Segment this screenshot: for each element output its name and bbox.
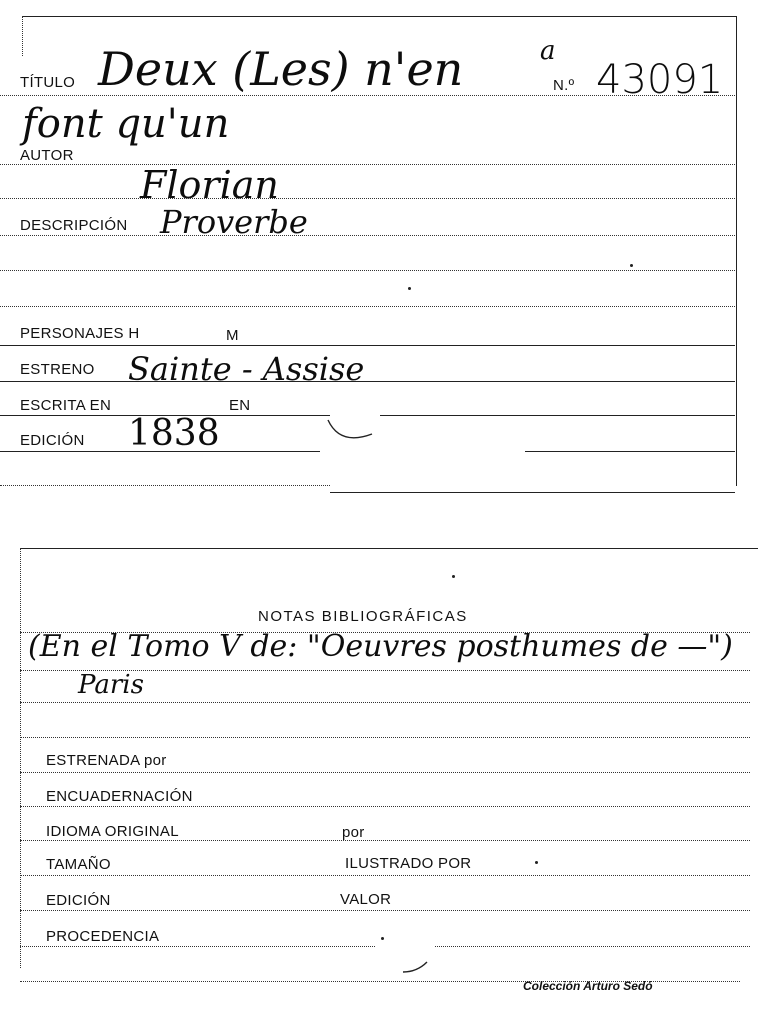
card-bottom-edge-right: [330, 492, 735, 493]
rule-procedencia-left: [20, 946, 375, 947]
label-idioma-por: por: [342, 824, 365, 841]
handwritten-autor: Florian: [140, 163, 279, 207]
rule-encuadernacion: [20, 806, 750, 807]
collection-footer: Colección Arturo Sedó: [523, 979, 653, 993]
label-autor: AUTOR: [20, 147, 74, 164]
label-procedencia: PROCEDENCIA: [46, 928, 160, 945]
rule-edicion-left: [0, 451, 320, 452]
handwritten-superscript: a: [540, 36, 556, 66]
handwritten-numero: 43091: [596, 57, 724, 103]
rule-notas-4: [20, 737, 750, 738]
handwritten-nota-line2: Paris: [78, 670, 144, 700]
label-edicion-2: EDICIÓN: [46, 892, 111, 909]
label-estrenada-por: ESTRENADA por: [46, 752, 167, 769]
rule-estrenada: [20, 772, 750, 773]
handwritten-estreno: Sainte - Assise: [128, 350, 365, 388]
rule-titulo: [0, 95, 735, 96]
notas-heading: NOTAS BIBLIOGRÁFICAS: [258, 608, 468, 625]
speck: [408, 287, 411, 290]
label-estreno: ESTRENO: [20, 361, 95, 378]
rule-descripcion: [0, 235, 735, 236]
label-descripcion: DESCRIPCIÓN: [20, 217, 128, 234]
rule-autor-2: [0, 198, 735, 199]
label-valor: VALOR: [340, 891, 392, 908]
handwritten-edicion: 1838: [128, 413, 220, 454]
handwritten-titulo: Deux (Les) n'en: [98, 42, 464, 96]
rule-blank-1: [0, 270, 735, 271]
rule-edicion-2: [20, 910, 750, 911]
handwritten-descripcion: Proverbe: [160, 203, 308, 241]
rule-escrita-en-right: [380, 415, 735, 416]
rule-autor: [0, 164, 735, 165]
rule-estreno: [0, 381, 735, 382]
handwritten-nota-line1: (En el Tomo V de: "Oeuvres posthumes de —"): [28, 629, 733, 664]
rule-idioma: [20, 840, 750, 841]
punch-hole-mark: [320, 400, 390, 450]
card-left-border: [22, 16, 23, 56]
label-escrita-en: ESCRITA EN: [20, 397, 112, 414]
rule-blank-2: [0, 306, 735, 307]
rule-edicion-right: [525, 451, 735, 452]
label-titulo: TÍTULO: [20, 74, 76, 91]
card2-top-border: [20, 548, 758, 549]
speck: [630, 264, 633, 267]
card-right-border: [736, 16, 737, 486]
punch-hole-mark-2: [395, 950, 445, 980]
rule-tamano: [20, 875, 750, 876]
rule-notas-3: [20, 702, 750, 703]
speck: [381, 937, 384, 940]
card-bottom-edge-left: [0, 485, 330, 486]
label-numero: N.º: [553, 77, 575, 94]
speck: [452, 575, 455, 578]
label-tamano: TAMAÑO: [46, 856, 111, 873]
label-escrita-en-2: EN: [229, 397, 251, 414]
rule-personajes: [0, 345, 735, 346]
label-idioma-original: IDIOMA ORIGINAL: [46, 823, 179, 840]
label-personajes-m: M: [226, 327, 239, 344]
label-personajes-h: PERSONAJES H: [20, 325, 140, 342]
card2-left-border: [20, 548, 21, 968]
handwritten-titulo-cont: font qu'un: [22, 101, 230, 147]
card-top-border: [22, 16, 736, 17]
label-ilustrado-por: ILUSTRADO POR: [345, 855, 472, 872]
label-encuadernacion: ENCUADERNACIÓN: [46, 788, 193, 805]
label-edicion: EDICIÓN: [20, 432, 85, 449]
speck: [535, 861, 538, 864]
rule-procedencia-right: [435, 946, 750, 947]
